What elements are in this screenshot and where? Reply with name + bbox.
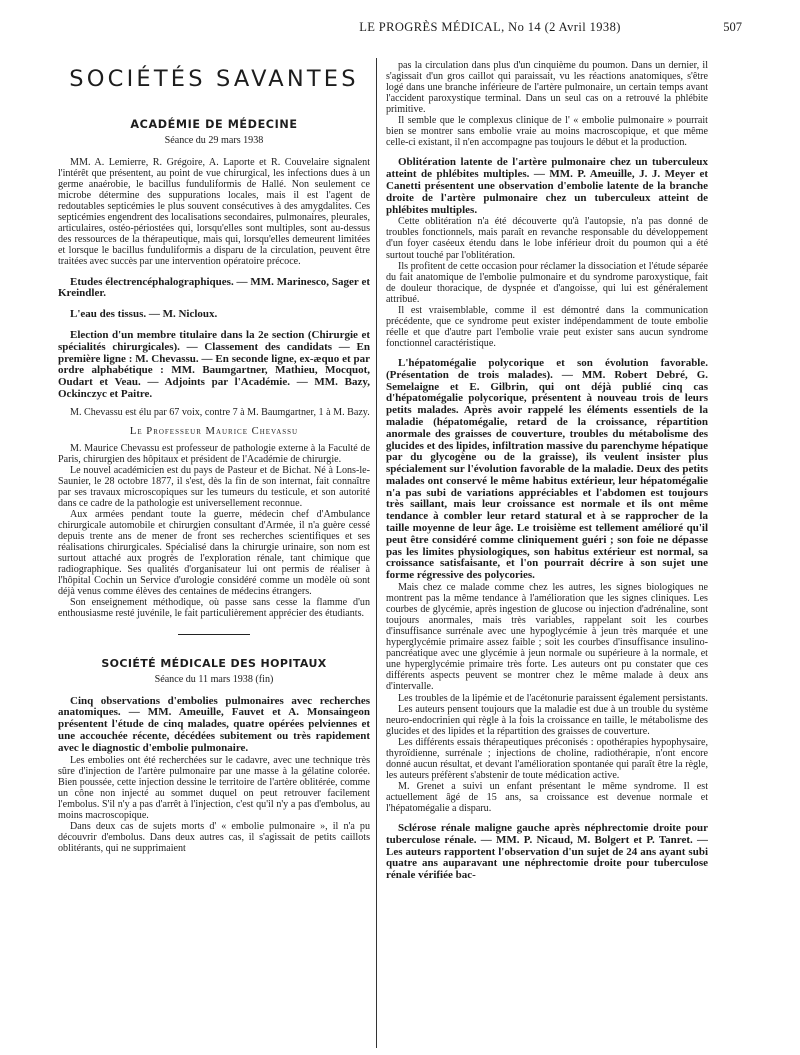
chevassu-paragraph: M. Maurice Chevassu est professeur de pathologie externe à la Faculté de Paris, chirurgien des hôpitaux et président de l'Académie de chirurgie. bbox=[58, 442, 370, 465]
right-column bbox=[386, 60, 708, 1045]
page-number: 507 bbox=[723, 20, 742, 34]
section-divider bbox=[178, 634, 250, 635]
chevassu-paragraph: Le nouvel académicien est du pays de Pasteur et de Bichat. Né à Lons-le-Saunier, le 28 octobre 1877, il s'est, dès la fin de son internat, fait connaître par ses travaux microscopiques sur les tumeurs du testicule, et son autorité dans ce cadre de la pathologie est universellement reconnue. bbox=[58, 464, 370, 510]
right-item-heading: Sclérose rénale maligne gauche après néphrectomie droite pour tuberculose rénale. — MM. P. Nicaud, M. Bolgert et P. Tanret. — Les auteurs rapportent l'observation d'un sujet de 24 ans ayant subi quatre ans auparavant une néphrectomie droite pour tuberculose rénale vérifiée bac- bbox=[386, 822, 708, 882]
right-paragraph: Les troubles de la lipémie et de l'acétonurie paraissent également persistants. bbox=[398, 692, 708, 704]
hopitaux-paragraph: Les embolies ont été recherchées sur le cadavre, avec une technique très sûre d'injection de l'artère pulmonaire par une masse à la gélatine colorée. Bien poussée, cette injection dessine le territoire de l'artère oblitérée, comme un cône non injecté au sommet duquel on peut retrouver facilement l'embolus. S'il n'y a pas d'arrêt à l'injection, c'est qu'il n'y a pas d'embolus, au moins macroscopique. bbox=[58, 754, 370, 821]
academie-item-heading: Election d'un membre titulaire dans la 2e section (Chirurgie et spécialités chirurgicales). — Classement des candidats — En première ligne : M. Chevassu. — En seconde ligne, ex-æquo et par ordre alphabétique : MM. Baumgartner, Mathieu, Mocquot, Oudart et Veau. — Adjoints par l'Académie. — MM. Bazy, Ockinczyc et Paitre. bbox=[58, 328, 370, 400]
running-title: LE PROGRÈS MÉDICAL, No 14 (2 Avril 1938) bbox=[359, 20, 621, 34]
hopitaux-item-heading: Cinq observations d'embolies pulmonaires avec recherches anatomiques. — MM. Ameuille, Fauvet et A. Monsaingeon présentent l'étude de cinq malades, quatre opérées pelviennes et une accouchée récente, décédées subitement ou très rapidement avec le diagnostic d'embolie pulmonaire. bbox=[58, 694, 370, 754]
right-item-heading: Oblitération latente de l'artère pulmonaire chez un tuberculeux atteint de phlébites multiples. — MM. P. Ameuille, J. J. Meyer et Canetti présentent une observation d'embolie latente de la branche droite de l'artère pulmonaire chez un tuberculeux atteint de phlébites multiples. bbox=[386, 156, 708, 216]
academie-item-heading: Etudes électrencéphalographiques. — MM. Marinesco, Sager et Kreindler. bbox=[58, 275, 370, 300]
right-paragraph: pas la circulation dans plus d'un cinquième du poumon. Dans un dernier, il s'agissait d'un gros caillot qui paraissait, vu les réactions anatomiques, s'être logé dans une branche inférieure de l'artère pulmonaire, un certain temps avant l'accident paroxystique terminal. Dans un seul cas on a retrouvé la phlébite primitive. bbox=[386, 60, 708, 116]
chevassu-paragraph: Aux armées pendant toute la guerre, médecin chef d'Ambulance chirurgicale automobile et chirurgien consultant d'Armée, il n'a guère cessé depuis trente ans de mener de front ses recherches scientifiques et ses réalisations chirurgicales. Spécialisé dans la chirurgie urinaire, son nom est surtout attaché aux progrès de l'exploration rénale, tant chimique que radiographique. Ses qualités d'organisateur lui ont permis de réaliser à l'hôpital Cochin un Service d'urologie considéré comme un modèle où sont déjà venus comme élèves des centaines de médecins étrangers. bbox=[58, 509, 370, 598]
right-paragraph: Cette oblitération n'a été découverte qu'à l'autopsie, n'a pas donné de troubles fonctionnels, mais paraît en revanche responsable du développement d'un foyer caséeux étendu dans le lobe inférieur droit du poumon qui a été surtout touché par l'oblitération. bbox=[386, 216, 708, 261]
chevassu-subhead: Le Professeur Maurice Chevassu bbox=[129, 425, 299, 437]
academie-title: ACADÉMIE DE MÉDECINE bbox=[130, 118, 298, 131]
right-item-heading: L'hépatomégalie polycorique et son évolution favorable. (Présentation de trois malades). — MM. Robert Debré, G. Semelaigne et E. Gilbrin, qui ont déjà publié cinq cas d'hépatomégalie polycorique, présentent à nouveau trois de leurs petits malades. Après avoir rappelé les éléments essentiels de la maladie (hépatomégalie, retard de la croissance, répartition anormale des graisses de couverture, troubles du métabolisme des glucides et des lipides, infiltration massive du parenchyme hépatique par du glycogène ou de la graisse), ils veulent insister plus spécialement sur l'évolution favorable de la maladie. Deux des petits malades ont conservé le même habitus extérieur, leur hépatomégalie n'a pas subi de variations appréciables et l'abdomen est toujours très saillant, mais leur croissance est normale et ils ont même tendance à combler leur retard statural et à se rapprocher de la taille moyenne de leur âge. Le troisième est tellement amélioré qu'il peut être considéré comme cliniquement guéri ; son foie ne dépasse pas les limites physiologiques, son habitus extérieur est normal, sa croissance satisfaisante, et l'on pourrait décrire à son sujet une forme régressive des polycories. bbox=[386, 356, 708, 582]
right-paragraph: M. Grenet a suivi un enfant présentant le même syndrome. Il est actuellement âgé de 15 ans, sa croissance est devenue normale et l'hépatomégalie a disparu. bbox=[386, 780, 708, 814]
hopitaux-paragraph: Dans deux cas de sujets morts d' « embolie pulmonaire », il n'a pu découvrir d'embolus. Dans deux autres cas, il s'agissait de petits caillots oblitérants, qui ne supprimaient bbox=[58, 820, 370, 854]
hopitaux-seance: Séance du 11 mars 1938 (fin) bbox=[154, 673, 274, 685]
right-paragraph: Il semble que le complexus clinique de l' « embolie pulmonaire » pourrait bien se montrer sans embolie vraie au moins macroscopique, et que même celle-ci existant, il n'en accompagne pas toujours le début et la production. bbox=[386, 115, 708, 149]
academie-paragraph: M. Chevassu est élu par 67 voix, contre 7 à M. Baumgartner, 1 à M. Bazy. bbox=[70, 406, 370, 418]
column-rule bbox=[376, 58, 377, 1048]
right-paragraph: Les différents essais thérapeutiques préconisés : opothérapies hypophysaire, thyroïdienne, surrénale ; injections de choline, radiothérapie, n'ont encore donné aucun résultat, et devant l'amélioration spontanée qui paraît être la règle, les auteurs préfèrent s'abstenir de toute médication active. bbox=[386, 736, 708, 781]
right-paragraph: Ils profitent de cette occasion pour réclamer la dissociation et l'étude séparée du fait anatomique de l'embolie pulmonaire et du syndrome paroxystique, fait de douleur thoracique, de dyspnée et d'angoisse, qui lui est généralement attribué. bbox=[386, 260, 708, 305]
chevassu-paragraph: Son enseignement méthodique, où passe sans cesse la flamme d'un enthousiasme resté juvénile, le fait particulièrement apprécier des étudiants. bbox=[58, 597, 370, 620]
academie-item-heading: L'eau des tissus. — M. Nicloux. bbox=[70, 308, 218, 321]
right-paragraph: Les auteurs pensent toujours que la maladie est due à un trouble du système neuro-endocrinien qui règle à la fois la croissance en taille, le métabolisme des glucides et des lipides et la répartition des graisses de couverture. bbox=[386, 703, 708, 737]
academie-paragraph: MM. A. Lemierre, R. Grégoire, A. Laporte et R. Couvelaire signalent l'intérêt que présentent, au point de vue chirurgical, les infections dues à un germe anaérobie, le bacillus funduliformis de Hallé. Non seulement ce microbe détermine des suppurations locales, mais il est l'agent de redoutables septicémies le plus souvent consécutives à des amygdalites. Ces septicémies engendrent des localisations secondaires, pulmonaires, pleurales, articulaires, ostéo-périostées qui, lorsqu'elles sont multiples, sont au-dessus des ressources de la thérapeutique, mais qui, lorsqu'elles demeurent limitées et lorsque le bacillus funduliformis a disparu de la circulation, peuvent être traitées avec succès par une intervention opératoire précoce. bbox=[58, 157, 370, 268]
right-paragraph: Il est vraisemblable, comme il est démontré dans la communication précédente, que ce syndrome peut exister indépendamment de toute embolie réelle et que d'autre part l'embolie vraie peut exister sans aucun syndrome fonctionnel caractéristique. bbox=[386, 304, 708, 349]
section-title: SOCIÉTÉS SAVANTES bbox=[69, 66, 359, 92]
hopitaux-title: SOCIÉTÉ MÉDICALE DES HOPITAUX bbox=[101, 656, 327, 670]
right-paragraph: Mais chez ce malade comme chez les autres, les signes biologiques ne montrent pas la même tendance à l'amélioration que les signes cliniques. Les courbes de glycémie, après ingestion de glucose ou injection d'adrénaline, sont toujours anormales, mais très variables, rappelant soit les courbes d'insuffisance surrénale avec une hypoglycémie à jeun très marquée et une hyperglycémie primaire assez faible ; soit les courbes d'insuffisance insulino-pancréatique avec une glycémie à jeun normale ou supérieure à la normale, et une hyperglycémie primaire très forte. Les auteurs ont pu constater que ces différents aspects peuvent se montrer chez le même malade à deux ans d'intervalle. bbox=[386, 582, 708, 693]
left-column bbox=[58, 60, 370, 1045]
academie-seance: Séance du 29 mars 1938 bbox=[164, 135, 264, 146]
